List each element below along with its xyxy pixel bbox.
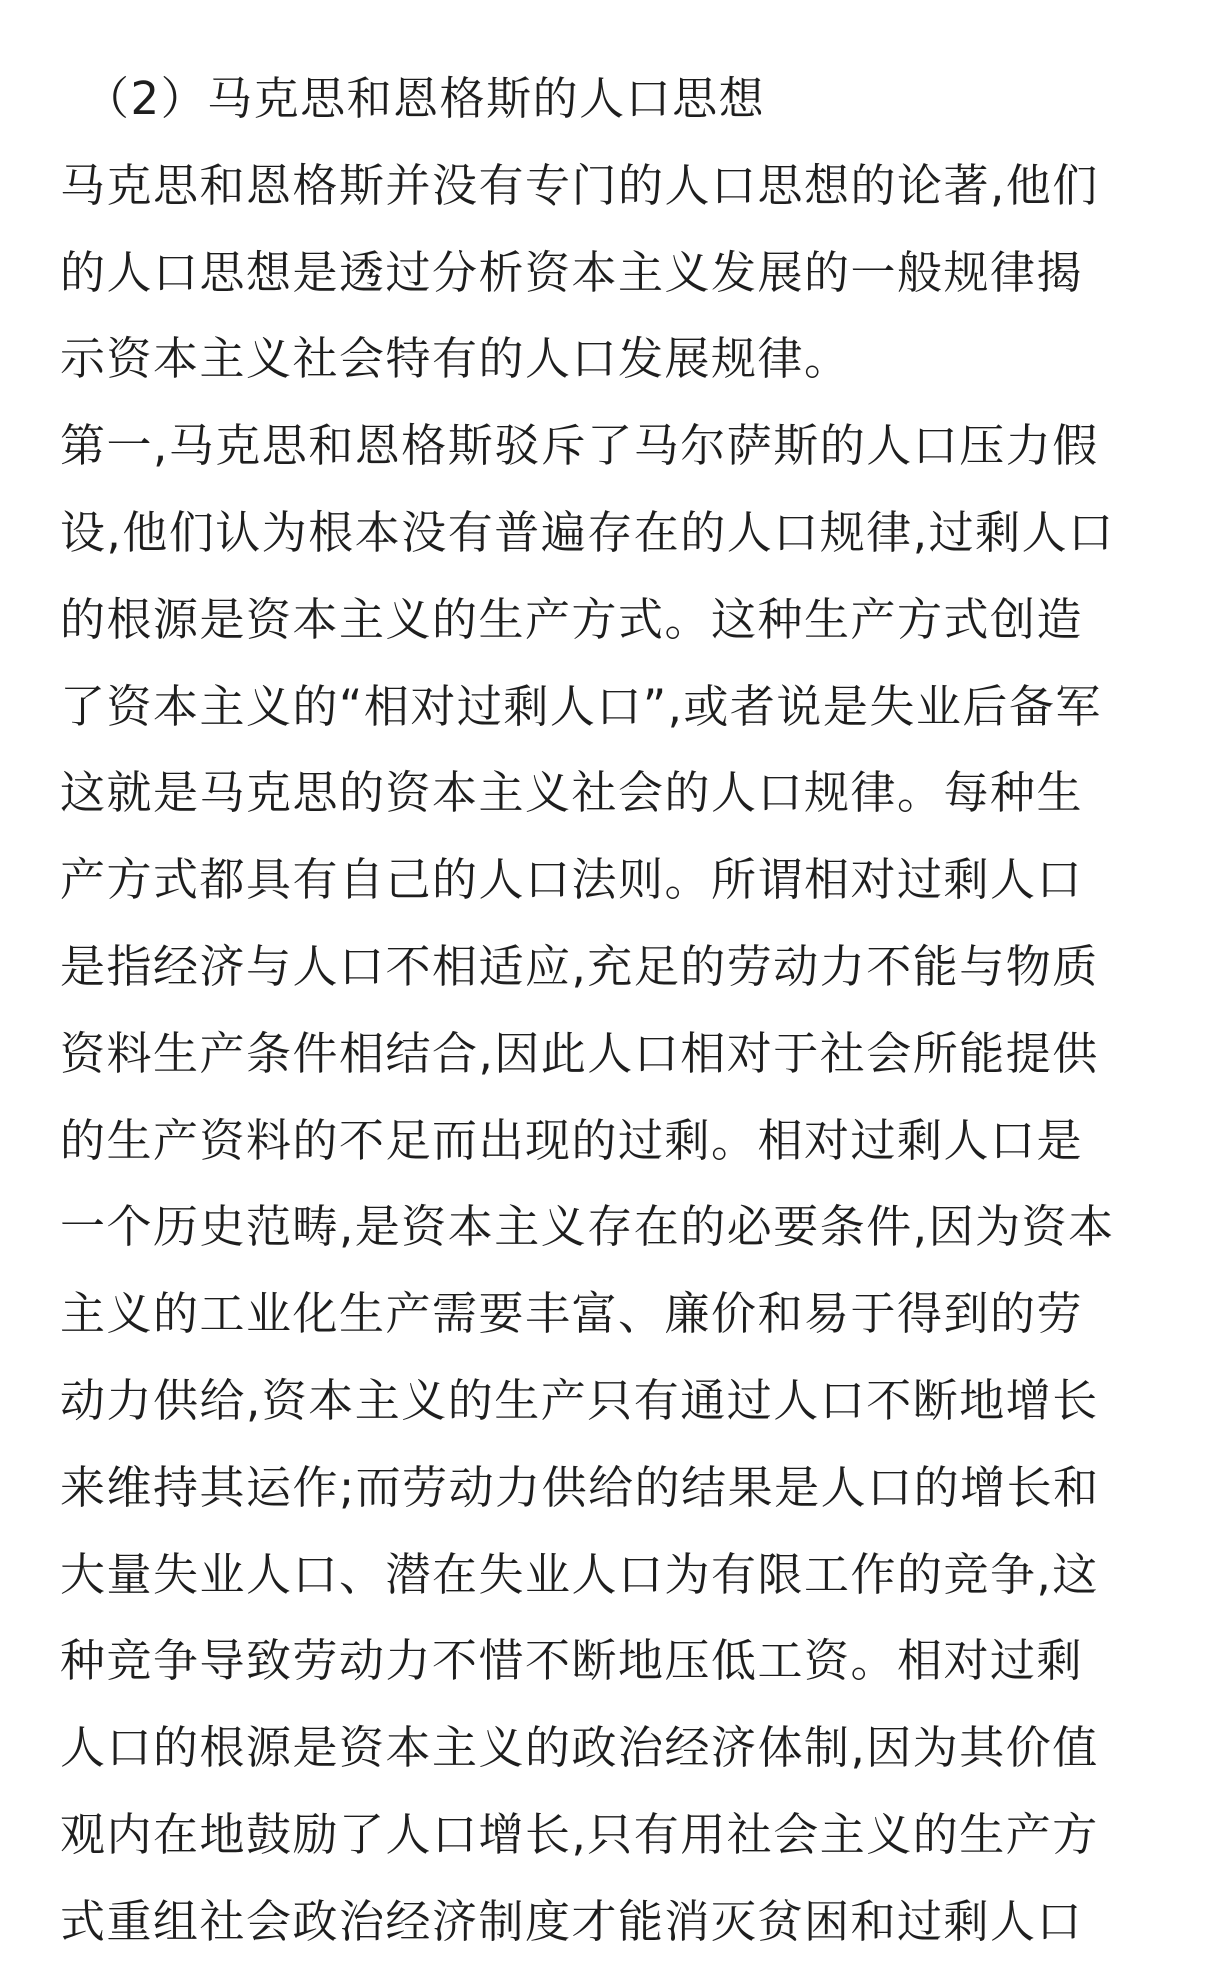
text-line: 资料生产条件相结合,因此人口相对于社会所能提供 bbox=[60, 1026, 1099, 1080]
text-line: 种竞争导致劳动力不惜不断地压低工资。相对过剩 bbox=[60, 1634, 1084, 1688]
text-line: 了资本主义的“相对过剩人口”,或者说是失业后备军 bbox=[60, 679, 1102, 733]
text-line: 这就是马克思的资本主义社会的人口规律。每种生 bbox=[60, 766, 1084, 820]
text-line: 的生产资料的不足而出现的过剩。相对过剩人口是 bbox=[60, 1113, 1084, 1167]
text-line: 来维持其运作;而劳动力供给的结果是人口的增长和 bbox=[60, 1460, 1100, 1514]
text-line: 主义的工业化生产需要丰富、廉价和易于得到的劳 bbox=[60, 1287, 1084, 1341]
text-line: 人口的根源是资本主义的政治经济体制,因为其价值 bbox=[60, 1721, 1099, 1775]
text-line: 的人口思想是透过分析资本主义发展的一般规律揭 bbox=[60, 245, 1084, 299]
text-line: 观内在地鼓励了人口增长,只有用社会主义的生产方 bbox=[60, 1807, 1099, 1861]
text-line: 的根源是资本主义的生产方式。这种生产方式创造 bbox=[60, 592, 1084, 646]
text-line: 示资本主义社会特有的人口发展规律。 bbox=[60, 332, 851, 386]
text-line: 式重组社会政治经济制度才能消灭贫困和过剩人口 bbox=[60, 1894, 1084, 1948]
text-line: 产方式都具有自己的人口法则。所谓相对过剩人口 bbox=[60, 853, 1084, 907]
section-heading: （2）马克思和恩格斯的人口思想 bbox=[84, 72, 766, 125]
text-line: 一个历史范畴,是资本主义存在的必要条件,因为资本 bbox=[60, 1200, 1115, 1254]
text-line: 马克思和恩格斯并没有专门的人口思想的论著,他们 bbox=[60, 158, 1099, 212]
text-line: 是指经济与人口不相适应,充足的劳动力不能与物质 bbox=[60, 939, 1099, 993]
document-text bbox=[60, 56, 1170, 1966]
text-line: 大量失业人口、潜在失业人口为有限工作的竞争,这 bbox=[60, 1547, 1099, 1601]
text-line: 动力供给,资本主义的生产只有通过人口不断地增长 bbox=[60, 1373, 1099, 1427]
text-line: 设,他们认为根本没有普遍存在的人口规律,过剩人口 bbox=[60, 505, 1115, 559]
text-line: 第一,马克思和恩格斯驳斥了马尔萨斯的人口压力假 bbox=[60, 419, 1099, 473]
